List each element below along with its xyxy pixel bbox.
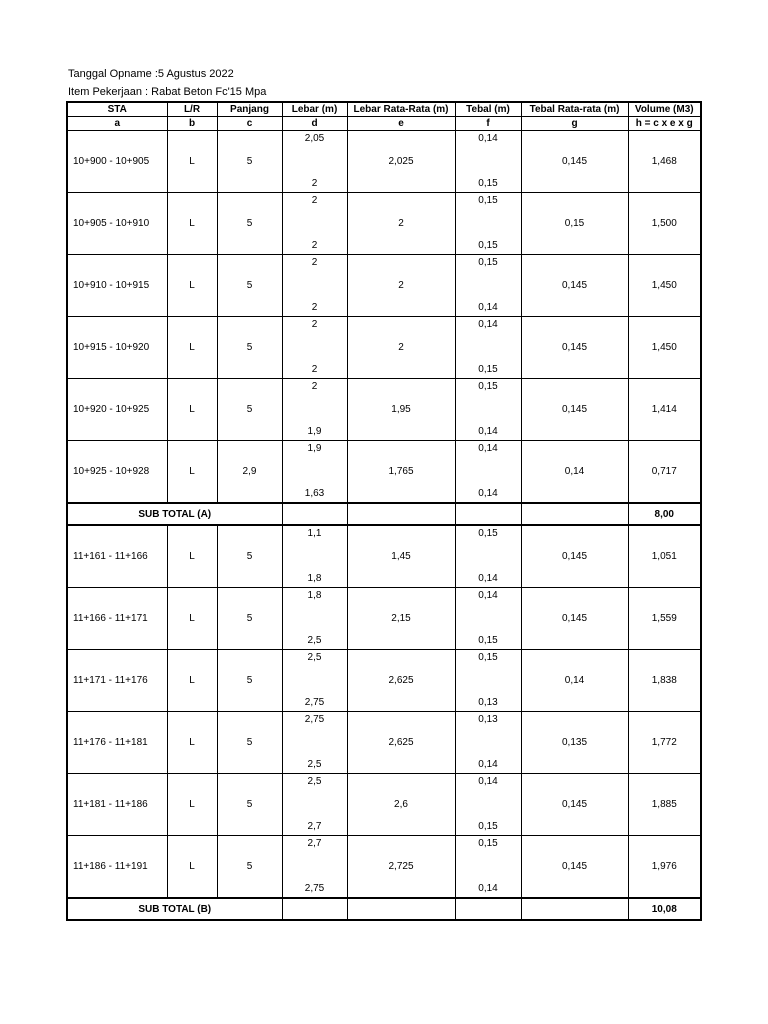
tebal-start: 0,14: [478, 319, 498, 330]
tebal-avg-cell: 0,145: [521, 379, 628, 441]
lebar-avg-cell: 2,6: [347, 774, 455, 836]
lr-cell: L: [167, 836, 217, 899]
subtotal-label: SUB TOTAL (B): [67, 898, 282, 920]
panjang-cell: 2,9: [217, 441, 282, 504]
lebar-cell: [282, 317, 347, 379]
lebar-end: 1,63: [304, 488, 325, 499]
tebal-start: 0,14: [478, 133, 498, 144]
volume-cell: 1,450: [628, 255, 701, 317]
lebar-start: 2,5: [307, 652, 322, 663]
tebal-end: 0,14: [478, 759, 498, 770]
lr-cell: L: [167, 525, 217, 588]
tebal-end: 0,15: [478, 821, 498, 832]
lebar-start: 2: [311, 319, 318, 330]
subtotal-empty: [282, 898, 347, 920]
lebar-end: 1,8: [307, 573, 322, 584]
lebar-start: 1,1: [307, 528, 322, 539]
volume-cell: 1,559: [628, 588, 701, 650]
lr-cell: L: [167, 255, 217, 317]
header-code-row: [67, 117, 701, 131]
code-h: h = c x e x g: [628, 117, 701, 131]
panjang-cell: 5: [217, 588, 282, 650]
lebar-start: 2: [311, 195, 318, 206]
lebar-start: 2,05: [304, 133, 325, 144]
tebal-avg-cell: 0,135: [521, 712, 628, 774]
tebal-start: 0,15: [478, 257, 498, 268]
lebar-cell: [282, 193, 347, 255]
code-g: g: [521, 117, 628, 131]
tebal-end: 0,15: [478, 240, 498, 251]
tebal-end: 0,15: [478, 178, 498, 189]
lebar-avg-cell: 2,025: [347, 131, 455, 193]
lr-cell: L: [167, 774, 217, 836]
lebar-end: 2: [311, 364, 318, 375]
tebal-end: 0,14: [478, 573, 498, 584]
lebar-end: 2: [311, 178, 318, 189]
tebal-cell: [455, 525, 521, 588]
lebar-start: 2,75: [304, 714, 325, 725]
volume-cell: 1,885: [628, 774, 701, 836]
tebal-start: 0,15: [478, 528, 498, 539]
col-lebar: Lebar (m): [282, 102, 347, 117]
table-header: [67, 102, 701, 131]
lebar-cell: [282, 525, 347, 588]
lebar-avg-cell: 2: [347, 255, 455, 317]
volume-cell: 1,450: [628, 317, 701, 379]
panjang-cell: 5: [217, 317, 282, 379]
sta-cell: 10+900 - 10+905: [67, 131, 167, 193]
panjang-cell: 5: [217, 193, 282, 255]
lebar-avg-cell: 2: [347, 193, 455, 255]
volume-table: [66, 101, 702, 921]
panjang-cell: 5: [217, 712, 282, 774]
lr-cell: L: [167, 193, 217, 255]
tebal-avg-cell: 0,145: [521, 255, 628, 317]
panjang-cell: 5: [217, 525, 282, 588]
panjang-cell: 5: [217, 131, 282, 193]
subtotal-empty: [521, 898, 628, 920]
subtotal-row: [67, 898, 701, 920]
volume-cell: 1,500: [628, 193, 701, 255]
tebal-start: 0,15: [478, 195, 498, 206]
tebal-end: 0,15: [478, 364, 498, 375]
lr-cell: L: [167, 317, 217, 379]
tebal-avg-cell: 0,145: [521, 525, 628, 588]
lebar-cell: [282, 379, 347, 441]
tebal-end: 0,14: [478, 302, 498, 313]
tebal-avg-cell: 0,15: [521, 193, 628, 255]
tebal-end: 0,14: [478, 426, 498, 437]
table-row: [67, 650, 701, 712]
table-row: [67, 712, 701, 774]
lebar-start: 2,7: [307, 838, 322, 849]
tebal-cell: [455, 193, 521, 255]
lebar-end: 2,5: [307, 635, 322, 646]
lebar-cell: [282, 774, 347, 836]
subtotal-row: [67, 503, 701, 525]
panjang-cell: 5: [217, 255, 282, 317]
subtotal-empty: [347, 503, 455, 525]
sta-cell: 10+905 - 10+910: [67, 193, 167, 255]
lr-cell: L: [167, 588, 217, 650]
panjang-cell: 5: [217, 650, 282, 712]
lebar-start: 2: [311, 257, 318, 268]
sta-cell: 10+915 - 10+920: [67, 317, 167, 379]
panjang-cell: 5: [217, 836, 282, 899]
table-row: [67, 441, 701, 504]
tebal-avg-cell: 0,145: [521, 774, 628, 836]
code-b: b: [167, 117, 217, 131]
panjang-cell: 5: [217, 774, 282, 836]
col-sta: STA: [67, 102, 167, 117]
lebar-end: 2,5: [307, 759, 322, 770]
code-e: e: [347, 117, 455, 131]
tebal-start: 0,14: [478, 776, 498, 787]
lebar-cell: [282, 712, 347, 774]
lebar-cell: [282, 650, 347, 712]
col-tebal-avg: Tebal Rata-rata (m): [521, 102, 628, 117]
sta-cell: 10+920 - 10+925: [67, 379, 167, 441]
tebal-cell: [455, 774, 521, 836]
volume-cell: 1,051: [628, 525, 701, 588]
code-d: d: [282, 117, 347, 131]
volume-cell: 1,838: [628, 650, 701, 712]
table-row: [67, 317, 701, 379]
tebal-start: 0,14: [478, 443, 498, 454]
tebal-avg-cell: 0,145: [521, 836, 628, 899]
lebar-avg-cell: 1,765: [347, 441, 455, 504]
lr-cell: L: [167, 379, 217, 441]
col-volume: Volume (M3): [628, 102, 701, 117]
tebal-start: 0,15: [478, 838, 498, 849]
tebal-cell: [455, 317, 521, 379]
tebal-avg-cell: 0,14: [521, 650, 628, 712]
table-row: [67, 774, 701, 836]
lebar-avg-cell: 2,625: [347, 650, 455, 712]
col-tebal: Tebal (m): [455, 102, 521, 117]
subtotal-empty: [282, 503, 347, 525]
panjang-cell: 5: [217, 379, 282, 441]
tebal-start: 0,14: [478, 590, 498, 601]
tebal-cell: [455, 588, 521, 650]
tebal-end: 0,14: [478, 883, 498, 894]
subtotal-empty: [455, 898, 521, 920]
lebar-avg-cell: 2,15: [347, 588, 455, 650]
lebar-avg-cell: 1,45: [347, 525, 455, 588]
lebar-avg-cell: 2,725: [347, 836, 455, 899]
lebar-end: 2,75: [304, 697, 325, 708]
col-lebar-avg: Lebar Rata-Rata (m): [347, 102, 455, 117]
table-row: [67, 379, 701, 441]
lr-cell: L: [167, 441, 217, 504]
sta-cell: 11+171 - 11+176: [67, 650, 167, 712]
lebar-cell: [282, 255, 347, 317]
sta-cell: 11+181 - 11+186: [67, 774, 167, 836]
work-item: Item Pekerjaan : Rabat Beton Fc'15 Mpa: [68, 86, 267, 98]
table-row: [67, 255, 701, 317]
tebal-avg-cell: 0,145: [521, 131, 628, 193]
col-panjang: Panjang: [217, 102, 282, 117]
tebal-end: 0,14: [478, 488, 498, 499]
tebal-avg-cell: 0,145: [521, 317, 628, 379]
col-lr: L/R: [167, 102, 217, 117]
lebar-end: 2: [311, 302, 318, 313]
sta-cell: 11+161 - 11+166: [67, 525, 167, 588]
tebal-start: 0,15: [478, 381, 498, 392]
lebar-start: 2,5: [307, 776, 322, 787]
subtotal-value: 10,08: [628, 898, 701, 920]
lebar-end: 2,7: [307, 821, 322, 832]
lebar-end: 2: [311, 240, 318, 251]
tebal-cell: [455, 379, 521, 441]
tebal-start: 0,13: [478, 714, 498, 725]
sta-cell: 10+910 - 10+915: [67, 255, 167, 317]
lebar-cell: [282, 588, 347, 650]
lr-cell: L: [167, 131, 217, 193]
sta-cell: 11+166 - 11+171: [67, 588, 167, 650]
tebal-cell: [455, 441, 521, 504]
sta-cell: 11+176 - 11+181: [67, 712, 167, 774]
header-label-row: [67, 102, 701, 117]
lebar-start: 1,8: [307, 590, 322, 601]
sta-cell: 11+186 - 11+191: [67, 836, 167, 899]
tebal-end: 0,13: [478, 697, 498, 708]
code-a: a: [67, 117, 167, 131]
subtotal-label: SUB TOTAL (A): [67, 503, 282, 525]
lebar-cell: [282, 836, 347, 899]
lebar-end: 1,9: [307, 426, 322, 437]
lebar-start: 1,9: [307, 443, 322, 454]
subtotal-empty: [521, 503, 628, 525]
subtotal-empty: [347, 898, 455, 920]
table-row: [67, 131, 701, 193]
tebal-cell: [455, 131, 521, 193]
table-row: [67, 588, 701, 650]
lebar-start: 2: [311, 381, 318, 392]
lr-cell: L: [167, 650, 217, 712]
volume-cell: 1,772: [628, 712, 701, 774]
table-row: [67, 193, 701, 255]
volume-cell: 1,414: [628, 379, 701, 441]
lebar-end: 2,75: [304, 883, 325, 894]
tebal-avg-cell: 0,14: [521, 441, 628, 504]
subtotal-empty: [455, 503, 521, 525]
volume-cell: 1,468: [628, 131, 701, 193]
sta-cell: 10+925 - 10+928: [67, 441, 167, 504]
tebal-avg-cell: 0,145: [521, 588, 628, 650]
lebar-cell: [282, 441, 347, 504]
volume-cell: 1,976: [628, 836, 701, 899]
lebar-cell: [282, 131, 347, 193]
table-row: [67, 836, 701, 899]
tebal-cell: [455, 255, 521, 317]
code-c: c: [217, 117, 282, 131]
tebal-cell: [455, 712, 521, 774]
tebal-cell: [455, 650, 521, 712]
tebal-cell: [455, 836, 521, 899]
lebar-avg-cell: 2,625: [347, 712, 455, 774]
table-row: [67, 525, 701, 588]
tebal-end: 0,15: [478, 635, 498, 646]
opname-date: Tanggal Opname :5 Agustus 2022: [68, 68, 234, 80]
tebal-start: 0,15: [478, 652, 498, 663]
subtotal-value: 8,00: [628, 503, 701, 525]
table-body: [67, 131, 701, 921]
code-f: f: [455, 117, 521, 131]
lr-cell: L: [167, 712, 217, 774]
volume-cell: 0,717: [628, 441, 701, 504]
lebar-avg-cell: 1,95: [347, 379, 455, 441]
lebar-avg-cell: 2: [347, 317, 455, 379]
